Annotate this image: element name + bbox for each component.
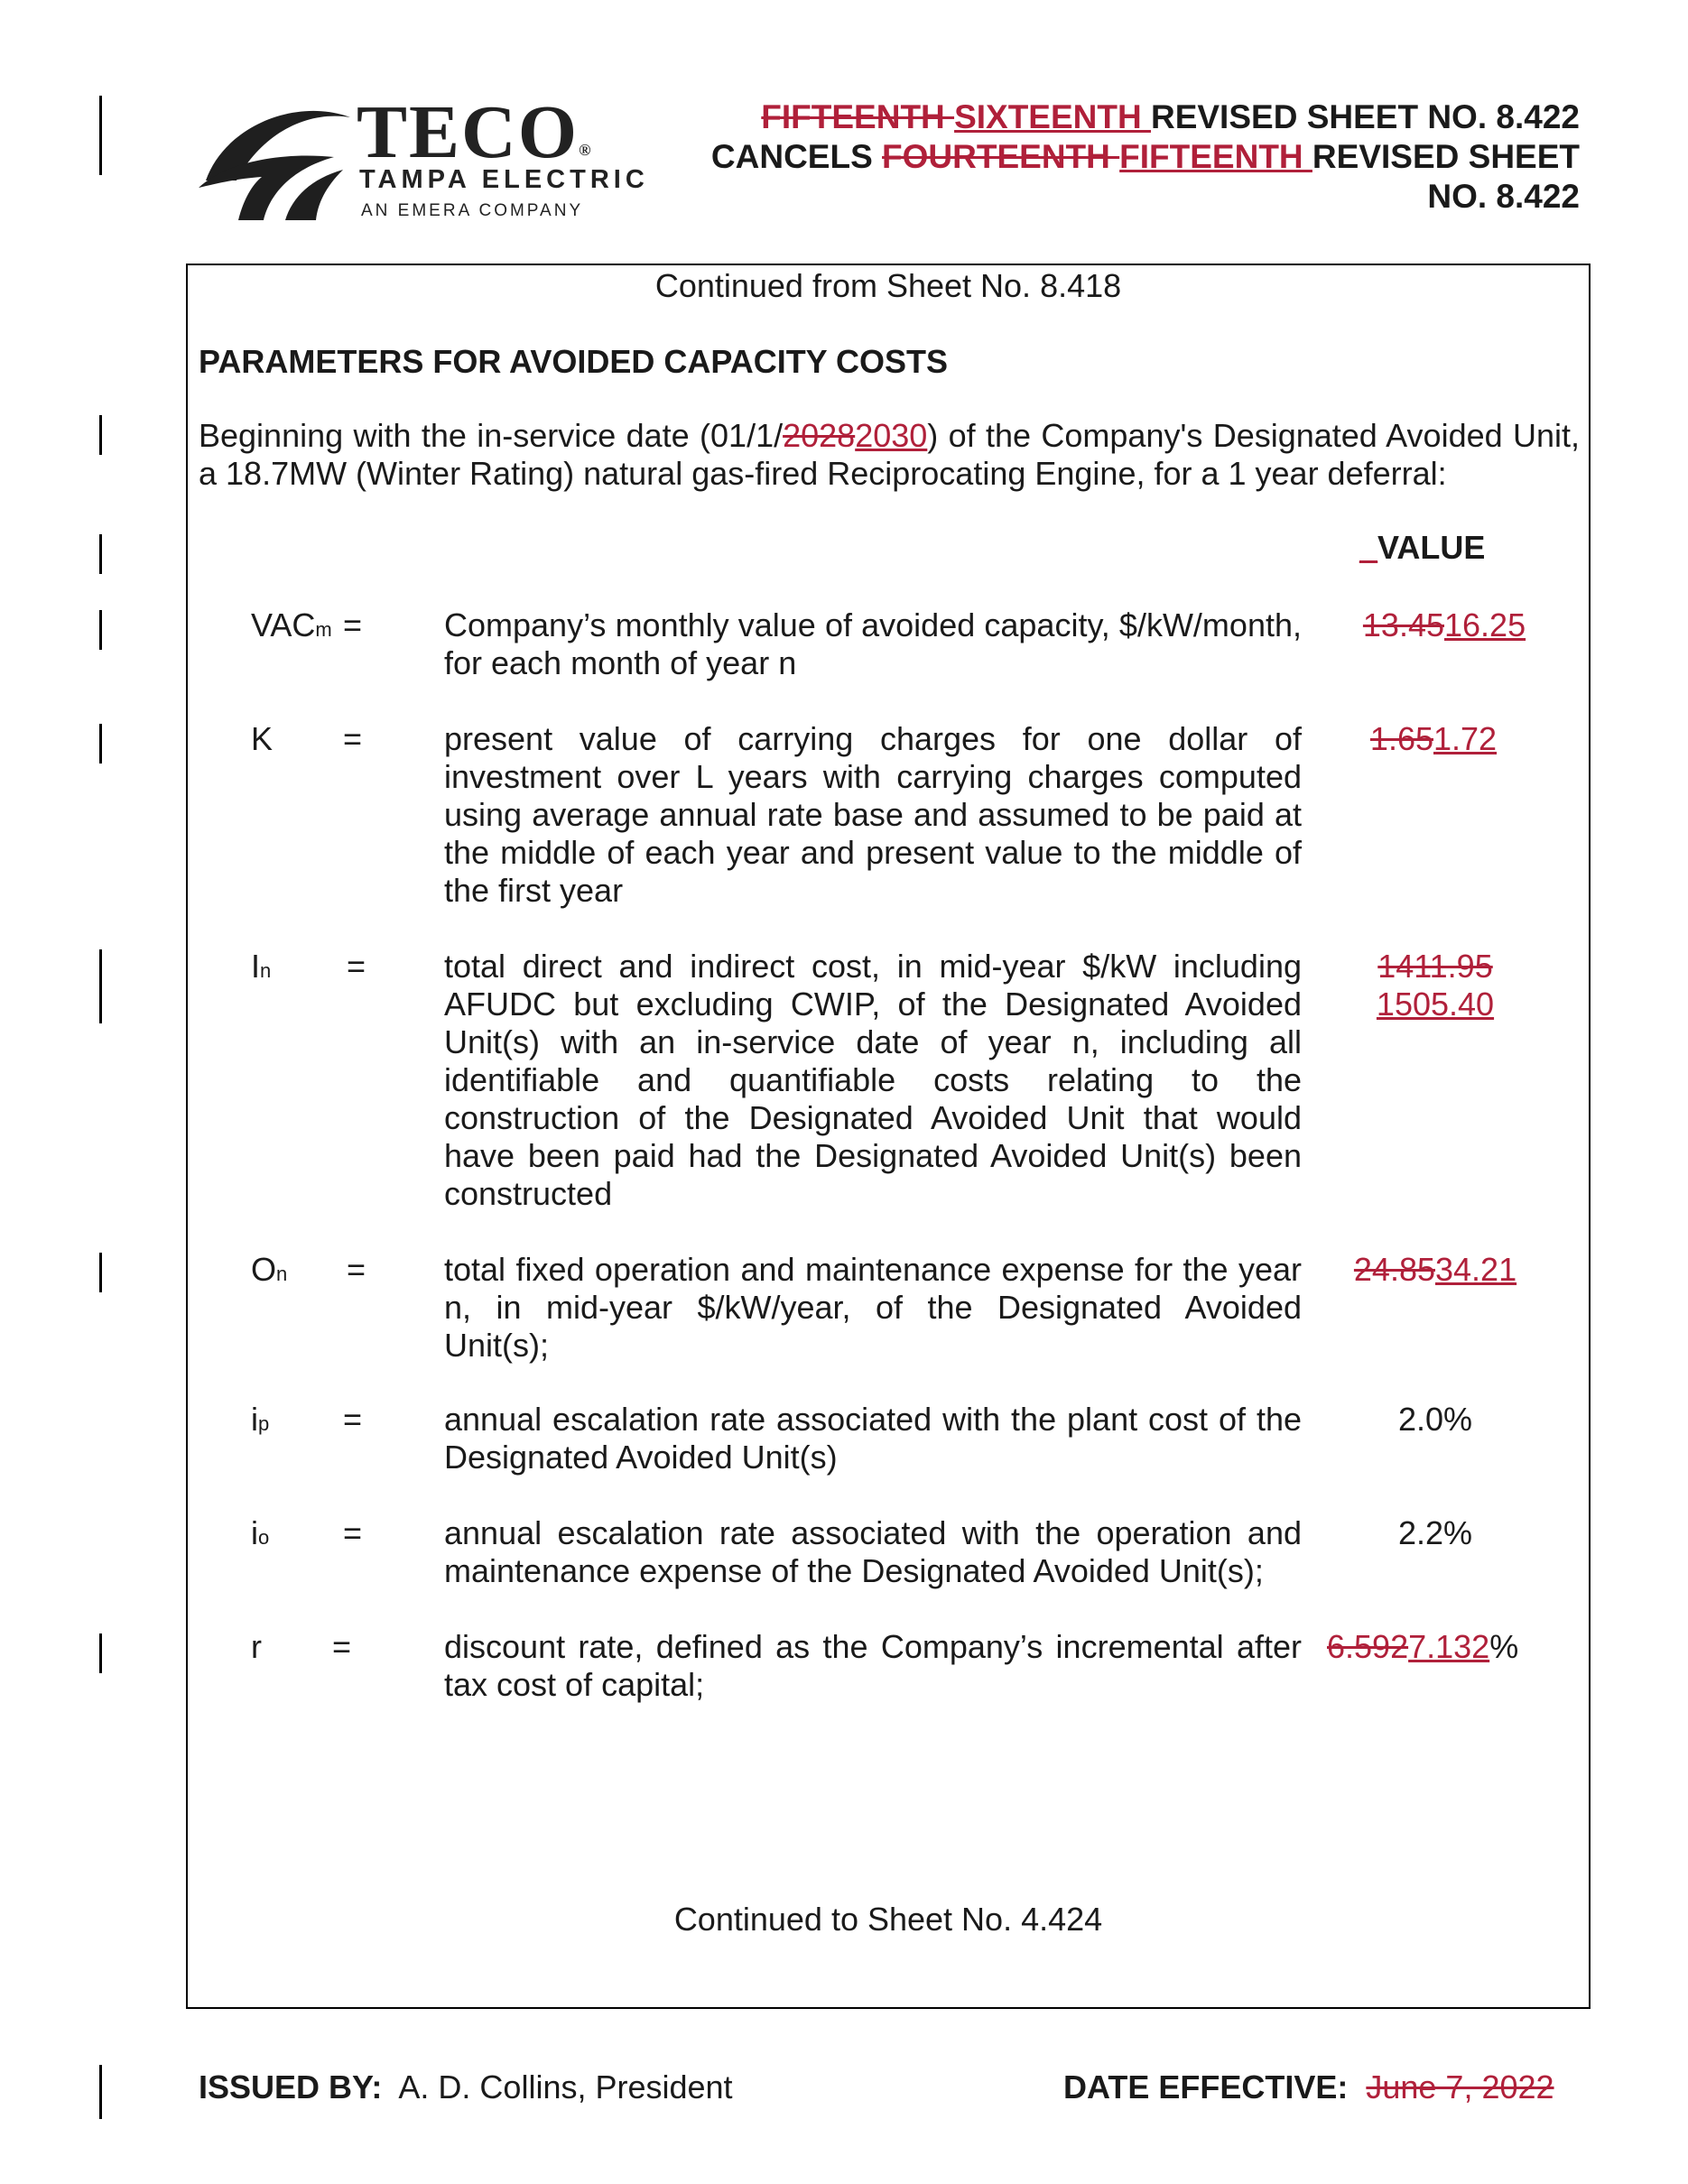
change-bar — [99, 610, 102, 650]
param-symbol: In — [251, 948, 272, 985]
param-description: total direct and indirect cost, in mid-year $/kW including AFUDC but excluding CWIP, of the Designated Avoided Unit(s) with an in-service date of year n, including all identifiable and quantifiable costs relating to the construction of the Designated Avoided Unit that would have been paid had the Designated Avoided Unit(s) been constructed — [444, 948, 1302, 1212]
param-equals: = — [343, 720, 363, 757]
logo-line2: AN EMERA COMPANY — [361, 201, 584, 220]
continued-to: Continued to Sheet No. 4.424 — [673, 1901, 1103, 1938]
param-description: present value of carrying charges for one dollar of investment over L years with carrying charges computed using average annual rate base and assumed to be paid at the middle of each year and present value to the middle of the first year — [444, 720, 1302, 909]
change-bar — [99, 96, 102, 175]
param-symbol: K — [251, 720, 274, 757]
param-description: discount rate, defined as the Company’s incremental after tax cost of capital; — [444, 1628, 1302, 1703]
param-value: 13.4516.25 — [1362, 606, 1526, 643]
param-description: Company’s monthly value of avoided capacity, $/kW/month, for each month of year n — [444, 606, 1302, 681]
change-bar — [99, 1633, 102, 1673]
param-symbol: io — [251, 1514, 270, 1551]
param-symbol: On — [251, 1251, 288, 1288]
param-symbol: r — [251, 1628, 262, 1665]
change-bar — [99, 949, 102, 1023]
change-bar — [99, 724, 102, 763]
company-logo — [199, 90, 668, 224]
cancels-line: CANCELS FOURTEENTH FIFTEENTH REVISED SHEET — [710, 138, 1580, 175]
param-description: annual escalation rate associated with the operation and maintenance expense of the Designated Avoided Unit(s); — [444, 1514, 1302, 1589]
param-equals: = — [347, 1251, 366, 1288]
param-value: 24.8534.21 — [1353, 1251, 1517, 1288]
swoosh-logo-icon — [199, 97, 352, 224]
param-symbol: VACm — [251, 606, 332, 643]
continued-from: Continued from Sheet No. 8.418 — [654, 267, 1122, 304]
param-description: annual escalation rate associated with the plant cost of the Designated Avoided Unit(s) — [444, 1401, 1302, 1476]
cancels-sheet-number: NO. 8.422 — [1427, 178, 1580, 215]
param-value: 1.651.72 — [1369, 720, 1498, 757]
param-symbol: ip — [251, 1401, 270, 1438]
param-equals: = — [343, 1401, 363, 1438]
param-equals: = — [347, 948, 366, 985]
sheet-number-line: FIFTEENTH SIXTEENTH REVISED SHEET NO. 8.422 — [761, 98, 1580, 135]
value-column-header: _VALUE — [1359, 529, 1486, 566]
issued-by: ISSUED BY: A. D. Collins, President — [199, 2068, 733, 2105]
param-value: 1411.95 1505.40 — [1376, 948, 1495, 1023]
intro-paragraph: Beginning with the in-service date (01/1/20282030) of the Company's Designated Avoided Unit, a 18.7MW (Winter Rating) natural gas-fired Reciprocating Engine, for a 1 year deferral: — [199, 417, 1580, 492]
param-equals: = — [332, 1628, 352, 1665]
param-equals: = — [343, 606, 363, 643]
date-effective: DATE EFFECTIVE: June 7, 2022 — [1063, 2068, 1554, 2105]
sheet-header — [711, 97, 1580, 217]
param-equals: = — [343, 1514, 363, 1551]
section-title: PARAMETERS FOR AVOIDED CAPACITY COSTS — [199, 343, 949, 380]
param-value: 6.5927.132% — [1327, 1628, 1519, 1665]
param-value: 2.0% — [1397, 1401, 1473, 1438]
logo-brand: TECO® — [357, 90, 593, 174]
param-description: total fixed operation and maintenance expense for the year n, in mid-year $/kW/year, of the Designated Avoided Unit(s); — [444, 1251, 1302, 1364]
change-bar — [99, 2065, 102, 2119]
change-bar — [99, 1253, 102, 1292]
param-value: 2.2% — [1397, 1514, 1473, 1551]
change-bar — [99, 534, 102, 574]
change-bar — [99, 415, 102, 455]
logo-line1: TAMPA ELECTRIC — [359, 165, 649, 194]
